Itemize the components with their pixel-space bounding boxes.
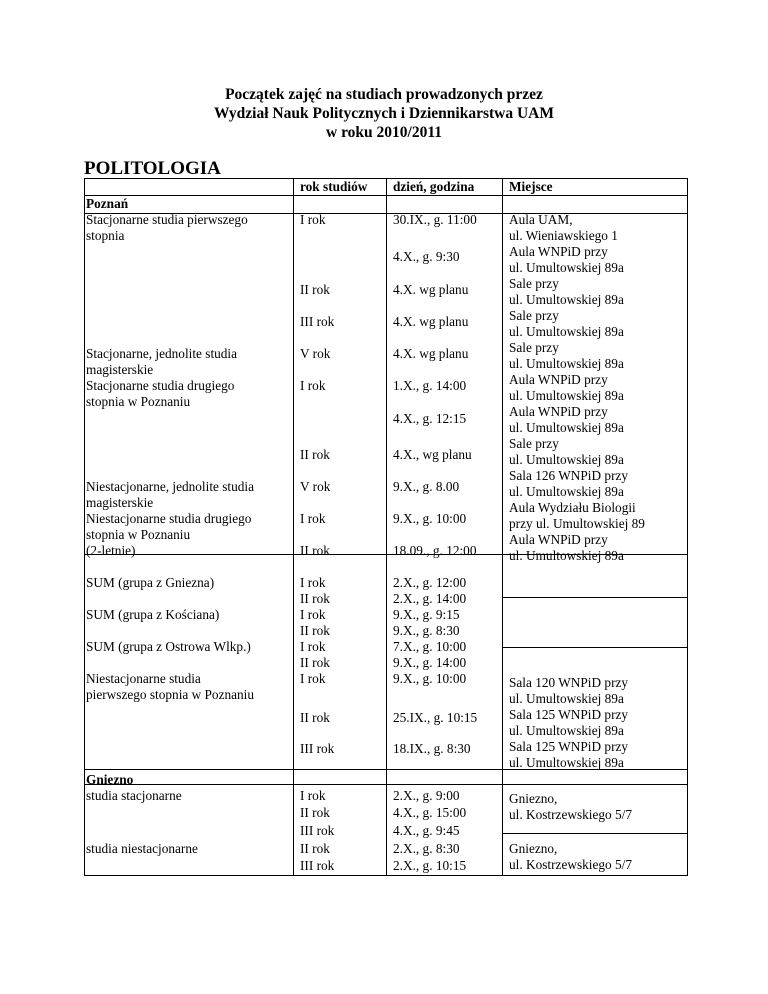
program-text: stopnia w Poznaniu [86, 527, 191, 542]
year-cell: I rok [300, 607, 326, 622]
place-cell: ul. Wieniawskiego 1 [509, 228, 618, 243]
datetime-cell: 4.X. wg planu [393, 282, 469, 297]
header-datetime: dzień, godzina [393, 179, 475, 194]
place-cell: Aula UAM, [509, 212, 573, 227]
table-border [293, 178, 294, 876]
datetime-cell: 4.X. wg planu [393, 346, 469, 361]
year-cell: II rok [300, 805, 330, 820]
datetime-cell: 4.X., g. 15:00 [393, 805, 467, 820]
header-place: Miejsce [509, 179, 553, 194]
place-cell: ul. Umultowskiej 89a [509, 484, 624, 499]
title-line: Początek zajęć na studiach prowadzonych przez [225, 86, 543, 103]
table-border [84, 875, 688, 876]
place-cell: Aula WNPiD przy [509, 532, 608, 547]
place-cell: Gniezno, [509, 841, 558, 856]
table-border [84, 178, 688, 179]
place-cell: Sala 126 WNPiD przy [509, 468, 629, 483]
datetime-cell: 30.IX., g. 11:00 [393, 212, 477, 227]
datetime-cell: 25.IX., g. 10:15 [393, 710, 478, 725]
datetime-cell: 18.09., g. 12:00 [393, 543, 477, 558]
datetime-cell: 9.X., g. 10:00 [393, 511, 467, 526]
datetime-cell: 1.X., g. 14:00 [393, 378, 467, 393]
place-cell: ul. Kostrzewskiego 5/7 [509, 857, 632, 872]
program-text: SUM (grupa z Gniezna) [86, 575, 215, 590]
datetime-cell: 18.IX., g. 8:30 [393, 741, 471, 756]
program-text: Niestacjonarne studia drugiego [86, 511, 252, 526]
document-title [0, 85, 768, 142]
year-cell: II rok [300, 282, 330, 297]
place-cell: ul. Umultowskiej 89a [509, 292, 624, 307]
place-cell: ul. Umultowskiej 89a [509, 755, 624, 770]
year-cell: II rok [300, 655, 330, 670]
place-cell: Sale przy [509, 276, 559, 291]
year-cell: II rok [300, 841, 330, 856]
datetime-cell: 9.X., g. 14:00 [393, 655, 467, 670]
place-cell: Sale przy [509, 436, 559, 451]
datetime-cell: 2.X., g. 14:00 [393, 591, 467, 606]
title-line: w roku 2010/2011 [326, 124, 442, 141]
datetime-cell: 4.X., g. 12:15 [393, 411, 467, 426]
place-cell: Aula WNPiD przy [509, 404, 608, 419]
year-cell: I rok [300, 788, 326, 803]
year-cell: III rok [300, 858, 335, 873]
table-border [84, 195, 688, 196]
place-cell: ul. Umultowskiej 89a [509, 548, 624, 563]
year-cell: I rok [300, 212, 326, 227]
place-cell: ul. Umultowskiej 89a [509, 452, 624, 467]
place-cell: ul. Umultowskiej 89a [509, 324, 624, 339]
program-text: magisterskie [86, 495, 154, 510]
year-cell: III rok [300, 314, 335, 329]
table-border [502, 178, 503, 876]
year-cell: I rok [300, 378, 326, 393]
place-cell: ul. Umultowskiej 89a [509, 388, 624, 403]
program-text: Stacjonarne, jednolite studia [86, 346, 238, 361]
datetime-cell: 2.X., g. 9:00 [393, 788, 460, 803]
city-label: Gniezno [86, 772, 134, 787]
schedule-table [84, 178, 688, 876]
year-cell: I rok [300, 575, 326, 590]
year-cell: I rok [300, 511, 326, 526]
table-border [502, 833, 688, 834]
place-cell: ul. Umultowskiej 89a [509, 420, 624, 435]
year-cell: II rok [300, 447, 330, 462]
year-cell: II rok [300, 591, 330, 606]
program-text: Stacjonarne studia drugiego [86, 378, 235, 393]
table-border [386, 178, 387, 876]
datetime-cell: 9.X., g. 10:00 [393, 671, 467, 686]
year-cell: III rok [300, 741, 335, 756]
place-cell: Sale przy [509, 340, 559, 355]
program-text: SUM (grupa z Kościana) [86, 607, 220, 622]
city-label: Poznań [86, 196, 129, 211]
section-title: POLITOLOGIA [84, 158, 221, 179]
table-border [84, 784, 688, 785]
datetime-cell: 2.X., g. 12:00 [393, 575, 467, 590]
place-cell: Aula Wydziału Biologii [509, 500, 636, 515]
header-year: rok studiów [300, 179, 368, 194]
place-cell: Sala 120 WNPiD przy [509, 675, 629, 690]
year-cell: II rok [300, 623, 330, 638]
place-cell: ul. Umultowskiej 89a [509, 260, 624, 275]
datetime-cell: 9.X., g. 9:15 [393, 607, 460, 622]
program-text: Niestacjonarne, jednolite studia [86, 479, 255, 494]
table-border [687, 178, 688, 876]
program-text: stopnia w Poznaniu [86, 394, 191, 409]
year-cell: II rok [300, 710, 330, 725]
year-cell: V rok [300, 479, 331, 494]
program-text: stopnia [86, 228, 125, 243]
datetime-cell: 9.X., g. 8.00 [393, 479, 460, 494]
place-cell: Sala 125 WNPiD przy [509, 707, 629, 722]
place-cell: przy ul. Umultowskiej 89 [509, 516, 645, 531]
place-cell: ul. Umultowskiej 89a [509, 691, 624, 706]
datetime-cell: 2.X., g. 10:15 [393, 858, 467, 873]
datetime-cell: 9.X., g. 8:30 [393, 623, 460, 638]
program-text: studia stacjonarne [86, 788, 182, 803]
title-line: Wydział Nauk Politycznych i Dziennikarstwa UAM [214, 105, 554, 122]
datetime-cell: 4.X., wg planu [393, 447, 472, 462]
year-cell: V rok [300, 346, 331, 361]
program-text: studia niestacjonarne [86, 841, 198, 856]
year-cell: III rok [300, 823, 335, 838]
program-text: (2-letnie) [86, 543, 136, 558]
datetime-cell: 4.X., g. 9:45 [393, 823, 460, 838]
year-cell: II rok [300, 543, 330, 558]
place-cell: ul. Umultowskiej 89a [509, 356, 624, 371]
place-cell: Sala 125 WNPiD przy [509, 739, 629, 754]
table-border [502, 597, 688, 598]
place-cell: ul. Kostrzewskiego 5/7 [509, 807, 632, 822]
datetime-cell: 4.X. wg planu [393, 314, 469, 329]
program-text: Stacjonarne studia pierwszego [86, 212, 248, 227]
place-cell: Aula WNPiD przy [509, 372, 608, 387]
program-text: Niestacjonarne studia [86, 671, 201, 686]
datetime-cell: 7.X., g. 10:00 [393, 639, 467, 654]
table-border [502, 647, 688, 648]
datetime-cell: 4.X., g. 9:30 [393, 249, 460, 264]
datetime-cell: 2.X., g. 8:30 [393, 841, 460, 856]
program-text: pierwszego stopnia w Poznaniu [86, 687, 255, 702]
place-cell: Gniezno, [509, 791, 558, 806]
year-cell: I rok [300, 671, 326, 686]
place-cell: Sale przy [509, 308, 559, 323]
place-cell: Aula WNPiD przy [509, 244, 608, 259]
program-text: SUM (grupa z Ostrowa Wlkp.) [86, 639, 251, 654]
table-border [84, 178, 85, 876]
program-text: magisterskie [86, 362, 154, 377]
place-cell: ul. Umultowskiej 89a [509, 723, 624, 738]
year-cell: I rok [300, 639, 326, 654]
